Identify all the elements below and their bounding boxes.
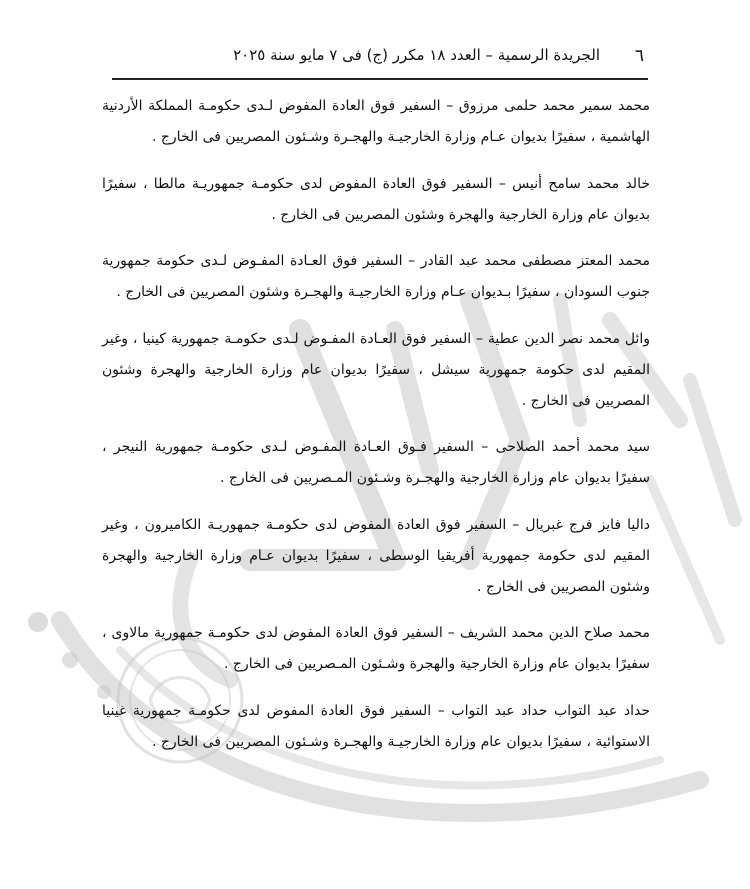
entry-paragraph: وائل محمد نصر الدين عطية – السفير فوق العـادة المفـوض لـدى حكومـة جمهورية كينيا ، وغير المقيم لدى حكومة جمهورية سيشل ، سفيرًا بديوان عام وزارة الخارجية والهجرة وشئون المصريين فى الخارج . (102, 330, 650, 409)
page-header (112, 36, 644, 76)
gazette-title: الجريدة الرسمية – العدد ١٨ مكرر (ج) فى ٧ مايو سنة ٢٠٢٥ (233, 46, 600, 64)
entry-paragraph: حداد عبد التواب حداد عبد التواب – السفير فوق العادة المفوض لدى حكومـة جمهورية غينيا الاستوائية ، سفيرًا بديوان عام وزارة الخارجيـة والهجـرة وشـئون المصريين فى الخارج . (102, 702, 650, 750)
entry-paragraph: محمد المعتز مصطفى محمد عبد القادر – السفير فوق العـادة المفـوض لـدى حكومة جمهورية جنوب السودان ، سفيرًا بـديوان عـام وزارة الخارجيـة والهجـرة وشئون المصريين فى الخارج . (102, 253, 650, 300)
decree-entries (102, 91, 650, 773)
entry-paragraph: محمد صلاح الدين محمد الشريف – السفير فوق العادة المفوض لدى حكومـة جمهورية مالاوى ، سفيرًا بديوان عام وزارة الخارجية والهجرة وشـئون المـصريين فى الخارج . (102, 625, 650, 672)
entry-paragraph: سيد محمد أحمد الصلاحى – السفير فـوق العـادة المفـوض لـدى حكومـة جمهورية النيجر ، سفيرًا بديوان عام وزارة الخارجية والهجـرة وشـئون المـصريين فى الخارج . (102, 439, 650, 486)
page-number: ٦ (634, 46, 644, 66)
entry-paragraph: خالد محمد سامح أنيس – السفير فوق العادة المفوض لدى حكومـة جمهوريـة مالطا ، سفيرًا بديوان عام وزارة الخارجية والهجرة وشئون المصريين فى الخارج . (102, 175, 650, 223)
entry-paragraph: محمد سمير محمد حلمى مرزوق – السفير فوق العادة المفوض لـدى حكومـة المملكة الأردنية الهاشمية ، سفيرًا بديوان عـام وزارة الخارجيـة والهجـرة وشـئون المصريين فى الخارج . (102, 98, 650, 145)
entry-paragraph: داليا فايز فرج غبريال – السفير فوق العادة المفوض لدى حكومـة جمهوريـة الكاميرون ، وغير المقيم لدى حكومة جمهورية أفريقيا الوسطى ، سفيرًا بديوان عـام وزارة الخارجية والهجرة وشئون المصريين فى الخارج . (102, 516, 650, 595)
header-divider (112, 78, 648, 80)
